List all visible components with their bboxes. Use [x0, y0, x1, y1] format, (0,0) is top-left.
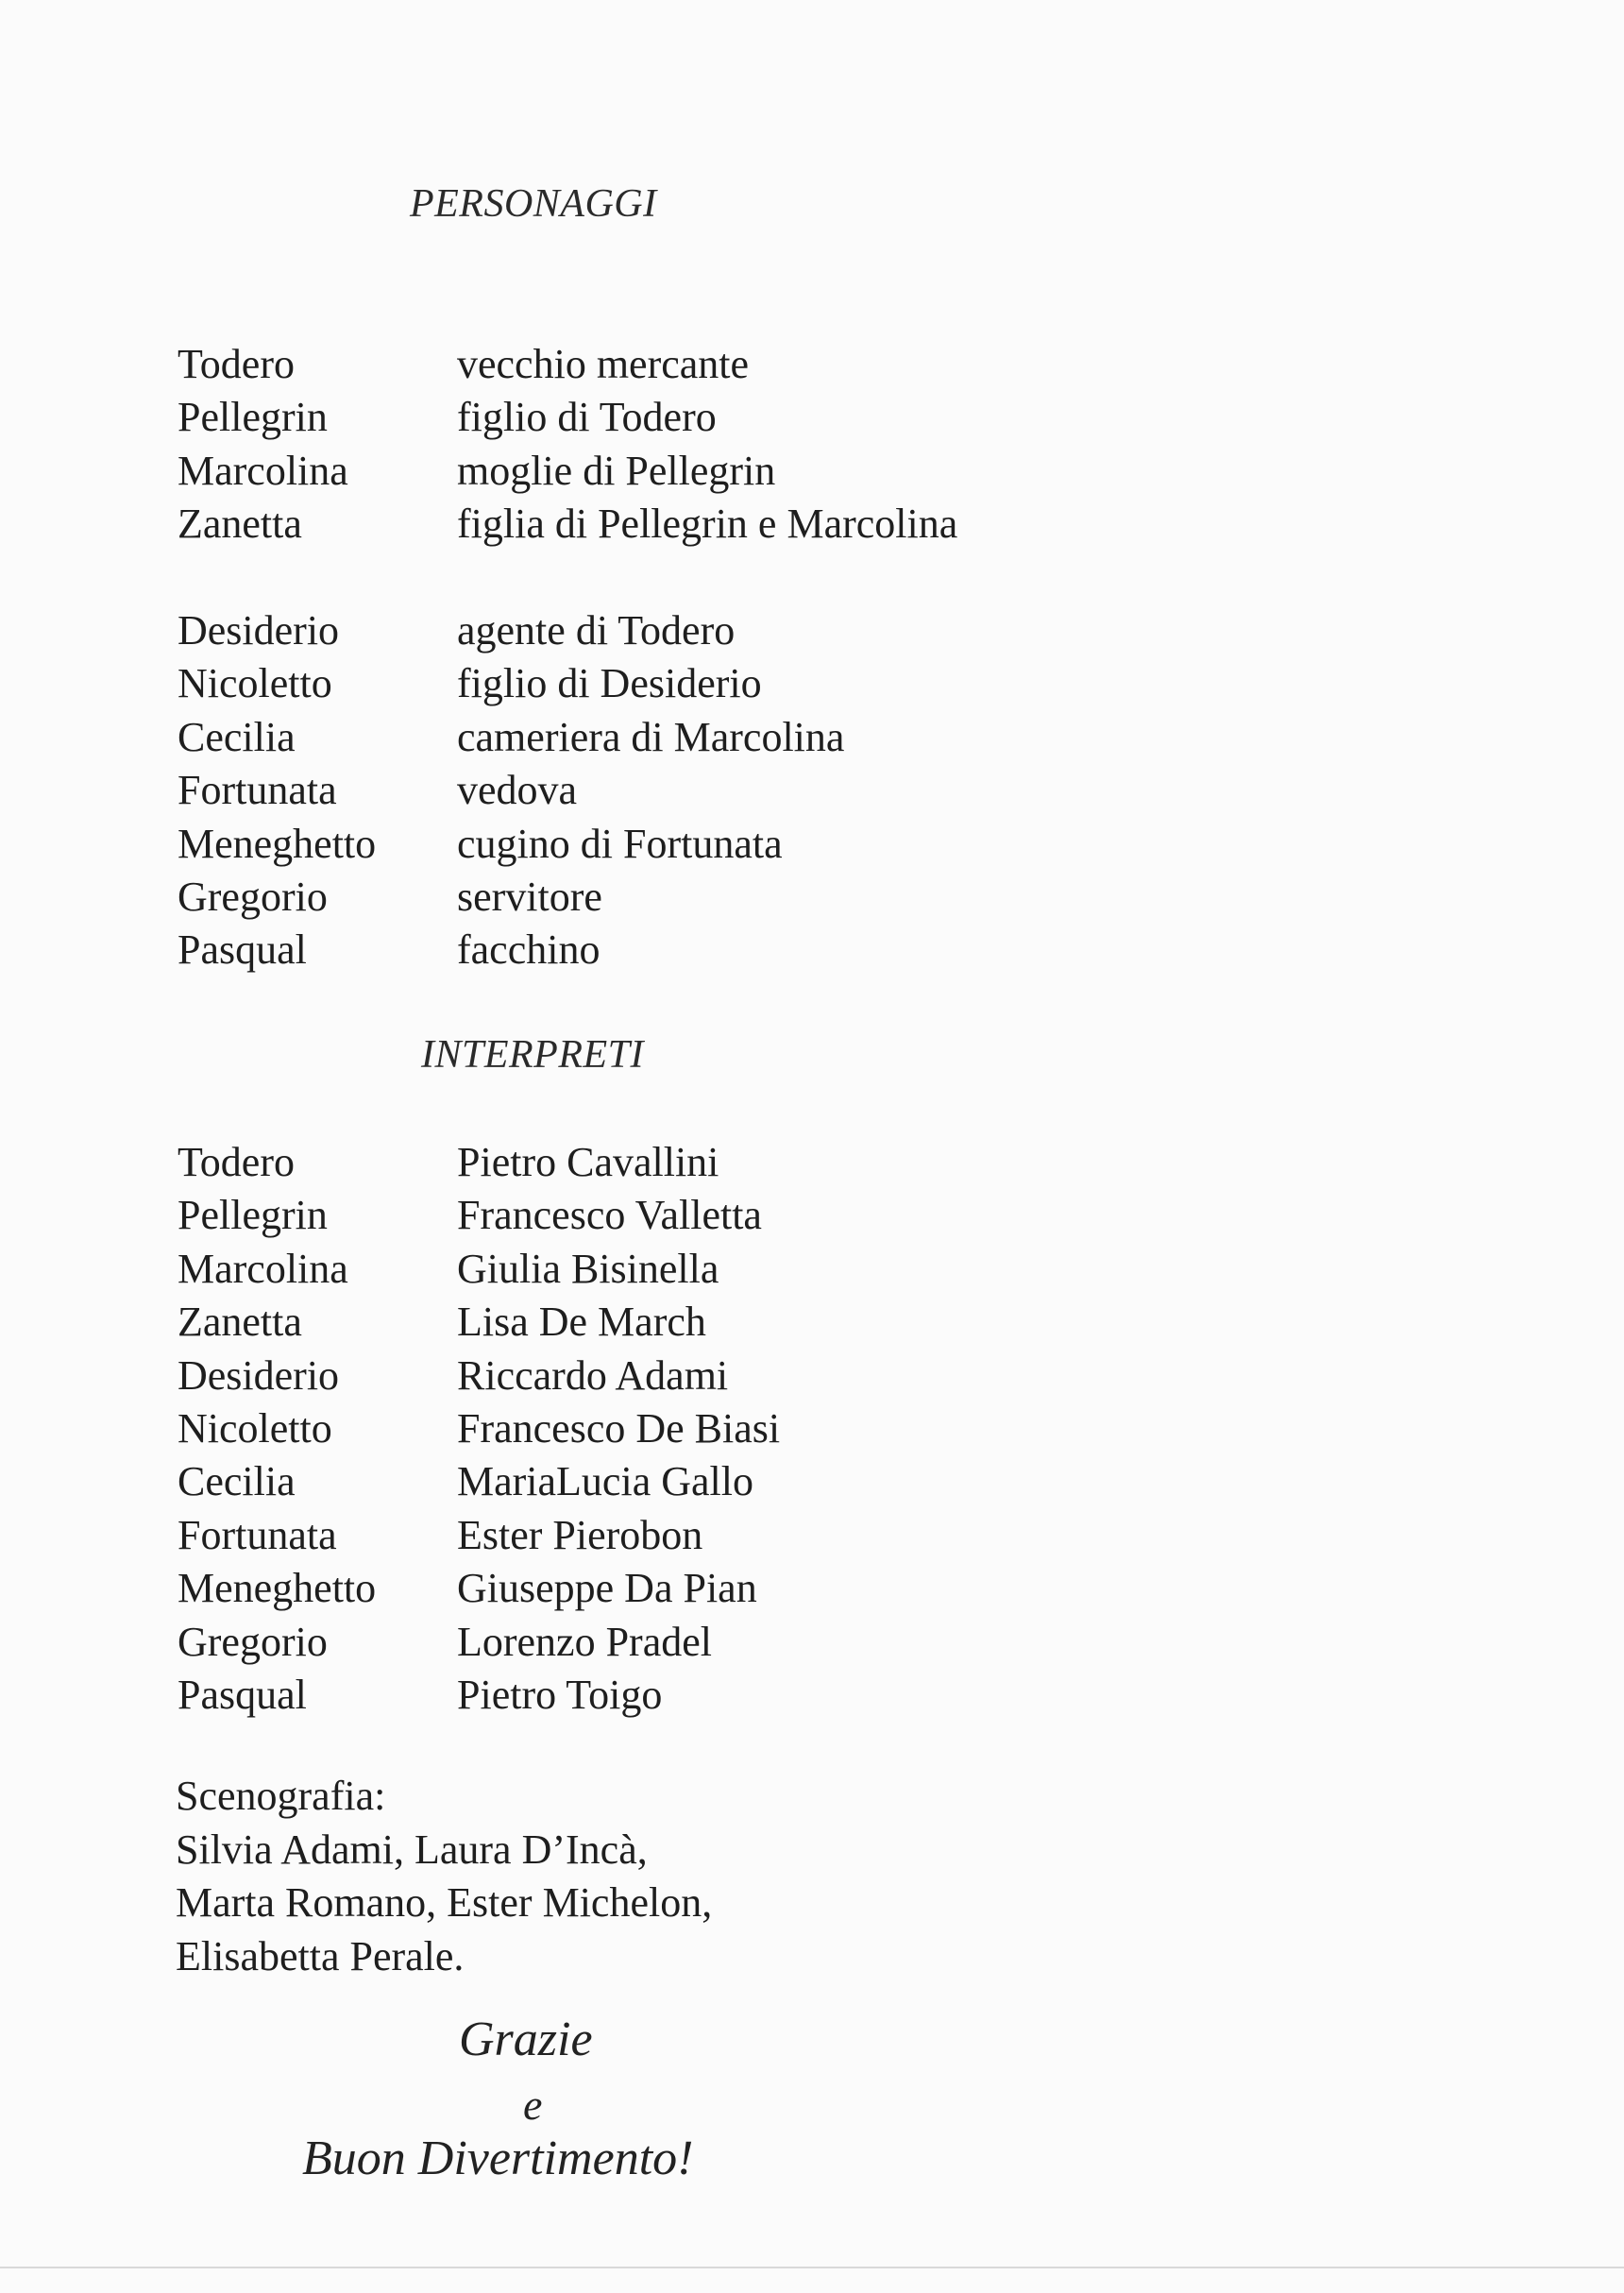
scenografia-label: Scenografia:: [176, 1773, 386, 1819]
list-item: [178, 1509, 1027, 1562]
character-description: servitore: [457, 873, 602, 920]
list-item: [178, 1455, 1027, 1508]
list-item: [178, 338, 1027, 391]
character-name: Cecilia: [178, 1458, 296, 1505]
list-item: [178, 1562, 1027, 1615]
list-item: [178, 657, 1027, 710]
character-description: cameriera di Marcolina: [457, 713, 845, 760]
personaggi-list: [178, 338, 1027, 977]
actor-name: Lorenzo Pradel: [457, 1618, 712, 1665]
actor-name: Ester Pierobon: [457, 1511, 703, 1558]
character-name: Nicoletto: [178, 660, 332, 707]
character-name: Meneghetto: [178, 820, 377, 867]
character-name: Zanetta: [178, 1299, 302, 1346]
character-name: Gregorio: [178, 873, 328, 920]
list-item: [178, 1296, 1027, 1349]
closing-buon-divertimento: Buon Divertimento!: [302, 2132, 694, 2185]
actor-name: Giuseppe Da Pian: [457, 1565, 757, 1612]
actor-name: Pietro Cavallini: [457, 1139, 719, 1185]
character-name: Cecilia: [178, 713, 296, 760]
list-item: [178, 391, 1027, 444]
character-name: Pellegrin: [178, 394, 328, 441]
list-item: [178, 1402, 1027, 1455]
page-edge-divider: [0, 2267, 1624, 2268]
list-item: [178, 1189, 1027, 1242]
actor-name: Francesco De Biasi: [457, 1404, 781, 1452]
list-item: [178, 1136, 1027, 1189]
character-name: Marcolina: [178, 1245, 348, 1292]
closing-e: e: [523, 2081, 543, 2129]
list-item: [178, 711, 1027, 764]
interpreti-list: [178, 1136, 1027, 1722]
actor-name: Lisa De March: [457, 1299, 706, 1346]
character-name: Gregorio: [178, 1618, 328, 1665]
scenografia-line: Silvia Adami, Laura D’Incà,: [176, 1826, 648, 1873]
character-name: Pasqual: [178, 1671, 307, 1718]
character-name: Meneghetto: [178, 1565, 377, 1612]
character-description: vedova: [457, 767, 578, 814]
actor-name: Riccardo Adami: [457, 1351, 729, 1399]
character-description: figlio di Desiderio: [457, 660, 762, 707]
interpreti-heading: INTERPRETI: [421, 1033, 644, 1077]
actor-name: Giulia Bisinella: [457, 1245, 719, 1292]
character-description: agente di Todero: [457, 606, 736, 654]
actor-name: MariaLucia Gallo: [457, 1458, 753, 1505]
closing-grazie: Grazie: [459, 2013, 593, 2066]
character-description: moglie di Pellegrin: [457, 447, 776, 494]
character-name: Todero: [178, 1139, 295, 1185]
list-item: [178, 498, 1027, 604]
character-name: Fortunata: [178, 767, 337, 814]
list-item: [178, 1243, 1027, 1296]
character-name: Pasqual: [178, 926, 307, 974]
character-description: cugino di Fortunata: [457, 820, 783, 867]
list-item: [178, 1669, 1027, 1722]
actor-name: Francesco Valletta: [457, 1192, 762, 1239]
list-item: [178, 871, 1027, 924]
character-name: Desiderio: [178, 1351, 340, 1399]
character-description: figlia di Pellegrin e Marcolina: [457, 501, 958, 548]
character-description: vecchio mercante: [457, 341, 750, 387]
character-name: Desiderio: [178, 606, 340, 654]
character-name: Pellegrin: [178, 1192, 328, 1239]
list-item: [178, 604, 1027, 657]
list-item: [178, 445, 1027, 498]
character-name: Todero: [178, 341, 295, 387]
list-item: [178, 924, 1027, 977]
character-description: figlio di Todero: [457, 394, 717, 441]
list-item: [178, 1616, 1027, 1669]
scenografia-line: Marta Romano, Ester Michelon,: [176, 1879, 713, 1926]
scenografia-credits: [176, 1770, 712, 1983]
character-name: Zanetta: [178, 501, 302, 548]
list-item: [178, 818, 1027, 871]
list-item: [178, 1350, 1027, 1402]
scenografia-line: Elisabetta Perale.: [176, 1932, 465, 1979]
character-description: facchino: [457, 926, 601, 974]
list-item: [178, 764, 1027, 817]
character-name: Marcolina: [178, 447, 348, 494]
character-name: Nicoletto: [178, 1404, 332, 1452]
actor-name: Pietro Toigo: [457, 1671, 663, 1718]
character-name: Fortunata: [178, 1511, 337, 1558]
personaggi-heading: PERSONAGGI: [410, 182, 657, 226]
